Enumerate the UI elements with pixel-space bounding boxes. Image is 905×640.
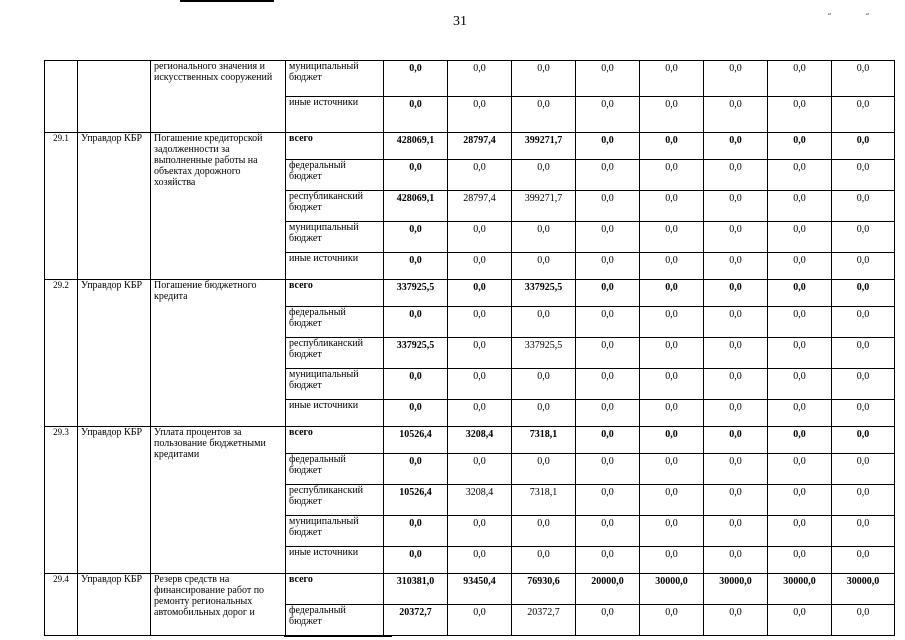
source-label: республиканский бюджет [286, 191, 384, 222]
value-cell: 0,0 [512, 400, 576, 427]
value-cell: 0,0 [576, 369, 640, 400]
value-cell: 0,0 [576, 160, 640, 191]
value-cell: 0,0 [768, 191, 832, 222]
value-cell: 0,0 [512, 516, 576, 547]
value-cell: 0,0 [576, 427, 640, 454]
value-cell: 0,0 [512, 222, 576, 253]
value-cell: 0,0 [384, 253, 448, 280]
value-cell: 0,0 [768, 133, 832, 160]
item-name: Погашение кредиторской задолженности за выполненные работы на объектах дорожного хозяйства [151, 133, 286, 280]
table-row [45, 280, 895, 307]
value-cell: 0,0 [384, 222, 448, 253]
value-cell: 0,0 [448, 338, 512, 369]
value-cell: 0,0 [832, 485, 895, 516]
value-cell: 0,0 [448, 253, 512, 280]
value-cell: 0,0 [640, 307, 704, 338]
value-cell: 0,0 [704, 191, 768, 222]
value-cell: 0,0 [832, 222, 895, 253]
value-cell: 337925,5 [384, 338, 448, 369]
value-cell: 0,0 [704, 160, 768, 191]
value-cell: 0,0 [384, 61, 448, 97]
value-cell: 0,0 [832, 160, 895, 191]
source-label: республиканский бюджет [286, 485, 384, 516]
value-cell: 0,0 [576, 253, 640, 280]
value-cell: 28797,4 [448, 191, 512, 222]
value-cell: 76930,6 [512, 574, 576, 605]
value-cell: 0,0 [704, 400, 768, 427]
value-cell: 0,0 [576, 338, 640, 369]
value-cell: 0,0 [704, 133, 768, 160]
value-cell: 0,0 [384, 454, 448, 485]
value-cell: 0,0 [512, 61, 576, 97]
value-cell: 0,0 [512, 369, 576, 400]
value-cell: 0,0 [768, 454, 832, 485]
value-cell: 0,0 [512, 454, 576, 485]
value-cell: 0,0 [448, 97, 512, 133]
value-cell: 0,0 [768, 400, 832, 427]
value-cell: 0,0 [384, 97, 448, 133]
value-cell: 0,0 [512, 160, 576, 191]
value-cell: 0,0 [832, 605, 895, 636]
value-cell: 0,0 [832, 280, 895, 307]
value-cell: 0,0 [832, 516, 895, 547]
value-cell: 0,0 [448, 222, 512, 253]
value-cell: 7318,1 [512, 427, 576, 454]
value-cell: 0,0 [448, 605, 512, 636]
value-cell: 0,0 [576, 605, 640, 636]
value-cell: 20372,7 [384, 605, 448, 636]
source-label: федеральный бюджет [286, 454, 384, 485]
source-label: всего [286, 574, 384, 605]
value-cell: 0,0 [512, 547, 576, 574]
value-cell: 399271,7 [512, 191, 576, 222]
value-cell: 428069,1 [384, 191, 448, 222]
item-number: 29.1 [45, 133, 78, 280]
value-cell: 0,0 [768, 280, 832, 307]
value-cell: 0,0 [640, 516, 704, 547]
value-cell: 0,0 [832, 133, 895, 160]
value-cell: 0,0 [768, 516, 832, 547]
value-cell: 0,0 [576, 307, 640, 338]
value-cell: 0,0 [640, 338, 704, 369]
value-cell: 0,0 [384, 400, 448, 427]
item-name: Уплата процентов за пользование бюджетными кредитами [151, 427, 286, 574]
value-cell: 0,0 [704, 516, 768, 547]
value-cell: 93450,4 [448, 574, 512, 605]
value-cell: 0,0 [448, 454, 512, 485]
value-cell: 0,0 [576, 454, 640, 485]
value-cell: 310381,0 [384, 574, 448, 605]
value-cell: 0,0 [576, 547, 640, 574]
item-number: 29.2 [45, 280, 78, 427]
value-cell: 0,0 [512, 97, 576, 133]
item-number: 29.4 [45, 574, 78, 636]
value-cell: 0,0 [384, 307, 448, 338]
value-cell: 0,0 [576, 516, 640, 547]
value-cell: 0,0 [832, 454, 895, 485]
value-cell: 0,0 [768, 547, 832, 574]
source-label: иные источники [286, 547, 384, 574]
value-cell: 0,0 [832, 369, 895, 400]
item-number [45, 61, 78, 133]
value-cell: 0,0 [768, 160, 832, 191]
value-cell: 0,0 [448, 400, 512, 427]
table-row [45, 61, 895, 97]
value-cell: 0,0 [576, 61, 640, 97]
value-cell: 0,0 [640, 485, 704, 516]
value-cell: 0,0 [448, 307, 512, 338]
value-cell: 20000,0 [576, 574, 640, 605]
value-cell: 0,0 [640, 133, 704, 160]
value-cell: 0,0 [576, 133, 640, 160]
top-rule [180, 0, 274, 2]
value-cell: 0,0 [448, 160, 512, 191]
bottom-rule [284, 635, 392, 637]
source-label: всего [286, 280, 384, 307]
value-cell: 0,0 [640, 191, 704, 222]
executor-cell [78, 61, 151, 133]
value-cell: 0,0 [640, 454, 704, 485]
value-cell: 0,0 [640, 253, 704, 280]
value-cell: 0,0 [704, 605, 768, 636]
value-cell: 0,0 [384, 160, 448, 191]
value-cell: 0,0 [768, 427, 832, 454]
value-cell: 0,0 [640, 280, 704, 307]
value-cell: 0,0 [640, 547, 704, 574]
value-cell: 0,0 [704, 454, 768, 485]
value-cell: 337925,5 [384, 280, 448, 307]
value-cell: 0,0 [768, 338, 832, 369]
value-cell: 0,0 [832, 547, 895, 574]
value-cell: 0,0 [768, 253, 832, 280]
executor-cell: Управдор КБР [78, 574, 151, 636]
value-cell: 0,0 [704, 97, 768, 133]
value-cell: 0,0 [704, 338, 768, 369]
item-name: Погашение бюджетного кредита [151, 280, 286, 427]
value-cell: 428069,1 [384, 133, 448, 160]
value-cell: 30000,0 [704, 574, 768, 605]
value-cell: 0,0 [512, 253, 576, 280]
value-cell: 0,0 [640, 97, 704, 133]
value-cell: 0,0 [576, 191, 640, 222]
value-cell: 0,0 [704, 280, 768, 307]
source-label: федеральный бюджет [286, 307, 384, 338]
value-cell: 0,0 [384, 516, 448, 547]
source-label: иные источники [286, 97, 384, 133]
value-cell: 0,0 [704, 61, 768, 97]
table-row [45, 574, 895, 605]
value-cell: 0,0 [448, 369, 512, 400]
value-cell: 0,0 [768, 307, 832, 338]
value-cell: 0,0 [448, 547, 512, 574]
value-cell: 0,0 [704, 369, 768, 400]
value-cell: 0,0 [640, 605, 704, 636]
executor-cell: Управдор КБР [78, 280, 151, 427]
value-cell: 0,0 [576, 400, 640, 427]
value-cell: 0,0 [640, 160, 704, 191]
source-label: федеральный бюджет [286, 605, 384, 636]
value-cell: 0,0 [832, 61, 895, 97]
value-cell: 0,0 [768, 605, 832, 636]
value-cell: 0,0 [640, 400, 704, 427]
value-cell: 30000,0 [832, 574, 895, 605]
value-cell: 28797,4 [448, 133, 512, 160]
value-cell: 3208,4 [448, 427, 512, 454]
value-cell: 399271,7 [512, 133, 576, 160]
value-cell: 0,0 [576, 222, 640, 253]
value-cell: 0,0 [448, 61, 512, 97]
value-cell: 0,0 [704, 307, 768, 338]
value-cell: 0,0 [384, 547, 448, 574]
value-cell: 3208,4 [448, 485, 512, 516]
value-cell: 30000,0 [768, 574, 832, 605]
value-cell: 10526,4 [384, 485, 448, 516]
executor-cell: Управдор КБР [78, 427, 151, 574]
value-cell: 20372,7 [512, 605, 576, 636]
value-cell: 0,0 [832, 253, 895, 280]
source-label: муниципальный бюджет [286, 61, 384, 97]
value-cell: 0,0 [512, 307, 576, 338]
value-cell: 0,0 [704, 222, 768, 253]
value-cell: 0,0 [640, 369, 704, 400]
value-cell: 0,0 [768, 369, 832, 400]
budget-table [44, 60, 895, 636]
value-cell: 0,0 [704, 253, 768, 280]
value-cell: 0,0 [832, 427, 895, 454]
source-label: муниципальный бюджет [286, 222, 384, 253]
value-cell: 0,0 [832, 307, 895, 338]
source-label: иные источники [286, 400, 384, 427]
item-name: регионального значения и искусственных сооружений [151, 61, 286, 133]
value-cell: 0,0 [576, 280, 640, 307]
value-cell: 337925,5 [512, 280, 576, 307]
value-cell: 0,0 [704, 485, 768, 516]
value-cell: 0,0 [704, 547, 768, 574]
value-cell: 0,0 [832, 191, 895, 222]
corner-mark: ˝ [828, 12, 831, 22]
source-label: муниципальный бюджет [286, 369, 384, 400]
source-label: муниципальный бюджет [286, 516, 384, 547]
table-row [45, 133, 895, 160]
source-label: иные источники [286, 253, 384, 280]
value-cell: 0,0 [704, 427, 768, 454]
value-cell: 0,0 [768, 97, 832, 133]
value-cell: 0,0 [768, 485, 832, 516]
page-number: 31 [453, 14, 467, 29]
value-cell: 0,0 [640, 61, 704, 97]
source-label: всего [286, 427, 384, 454]
value-cell: 0,0 [448, 280, 512, 307]
value-cell: 0,0 [640, 222, 704, 253]
item-name: Резерв средств на финансирование работ по ремонту региональных автомобильных дорог и [151, 574, 286, 636]
executor-cell: Управдор КБР [78, 133, 151, 280]
value-cell: 30000,0 [640, 574, 704, 605]
value-cell: 0,0 [640, 427, 704, 454]
value-cell: 337925,5 [512, 338, 576, 369]
value-cell: 0,0 [576, 485, 640, 516]
source-label: федеральный бюджет [286, 160, 384, 191]
source-label: республиканский бюджет [286, 338, 384, 369]
value-cell: 0,0 [832, 400, 895, 427]
value-cell: 0,0 [768, 222, 832, 253]
item-number: 29.3 [45, 427, 78, 574]
source-label: всего [286, 133, 384, 160]
value-cell: 7318,1 [512, 485, 576, 516]
value-cell: 0,0 [448, 516, 512, 547]
value-cell: 0,0 [768, 61, 832, 97]
value-cell: 0,0 [832, 338, 895, 369]
value-cell: 0,0 [832, 97, 895, 133]
value-cell: 0,0 [384, 369, 448, 400]
value-cell: 0,0 [576, 97, 640, 133]
corner-mark: ˝ [866, 12, 869, 22]
value-cell: 10526,4 [384, 427, 448, 454]
table-row [45, 427, 895, 454]
